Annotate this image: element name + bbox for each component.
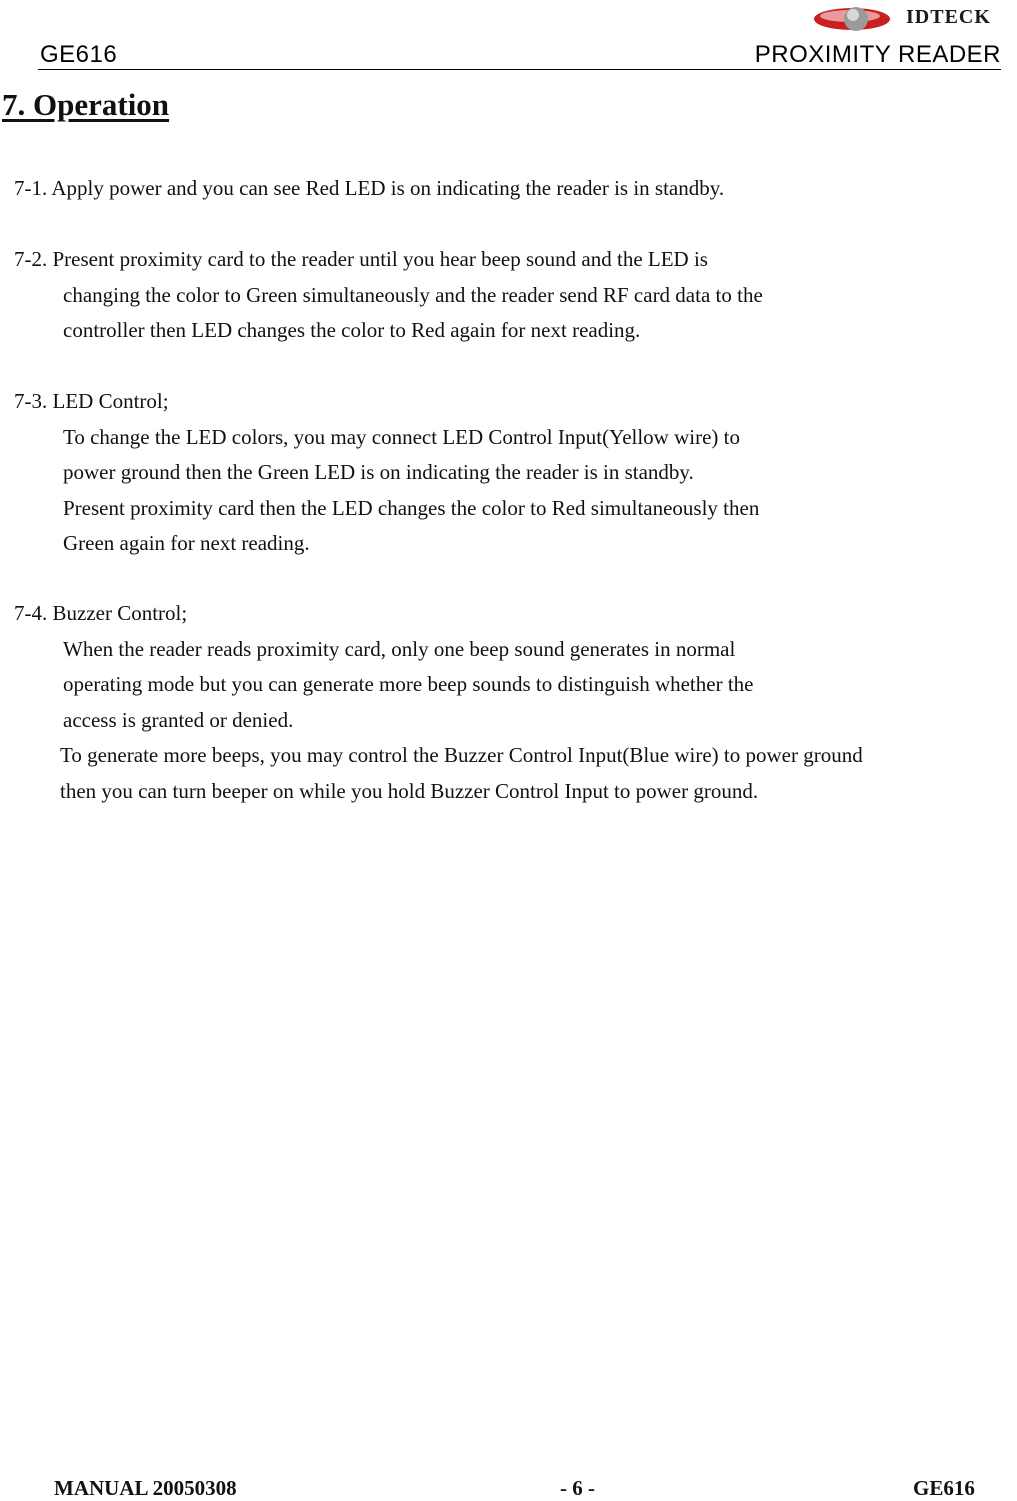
idteck-logo	[810, 2, 1010, 36]
footer-model: GE616	[913, 1476, 975, 1500]
logo-swoosh-icon	[810, 2, 910, 36]
item-line: 7-2. Present proximity card to the reader until you hear beep sound and the LED is	[14, 247, 708, 271]
logo-text: IDTECK	[906, 6, 991, 28]
footer-manual: MANUAL 20050308	[54, 1476, 237, 1500]
item-line: 7-4. Buzzer Control;	[14, 601, 188, 625]
item-line: To change the LED colors, you may connect LED Control Input(Yellow wire) to	[63, 424, 740, 449]
footer-page-number: - 6 -	[560, 1476, 595, 1500]
item-line: Green again for next reading.	[63, 531, 310, 555]
item-line: controller then LED changes the color to Red again for next reading.	[63, 318, 641, 342]
section-title: 7. Operation	[2, 87, 170, 122]
item-line: then you can turn beeper on while you hold Buzzer Control Input to power ground.	[60, 778, 759, 803]
item-line: operating mode but you can generate more beep sounds to distinguish whether the	[63, 672, 754, 696]
item-7-4	[14, 596, 863, 809]
item-line: changing the color to Green simultaneously and the reader send RF card data to the	[63, 282, 763, 307]
item-line: access is granted or denied.	[63, 707, 294, 732]
header-divider	[38, 69, 1001, 70]
item-line: When the reader reads proximity card, only one beep sound generates in normal	[63, 636, 736, 661]
item-7-2	[14, 242, 763, 349]
item-line: 7-1. Apply power and you can see Red LED is on indicating the reader is in standby.	[14, 176, 725, 200]
header-product: PROXIMITY READER	[754, 41, 1001, 68]
item-line: To generate more beeps, you may control the Buzzer Control Input(Blue wire) to power ground	[60, 743, 863, 767]
header-model: GE616	[40, 41, 118, 68]
item-line: power ground then the Green LED is on indicating the reader is in standby.	[63, 460, 694, 484]
item-7-1	[14, 171, 724, 207]
item-line: 7-3. LED Control;	[14, 389, 169, 413]
item-7-3	[14, 384, 759, 562]
item-line: Present proximity card then the LED changes the color to Red simultaneously then	[63, 495, 760, 520]
